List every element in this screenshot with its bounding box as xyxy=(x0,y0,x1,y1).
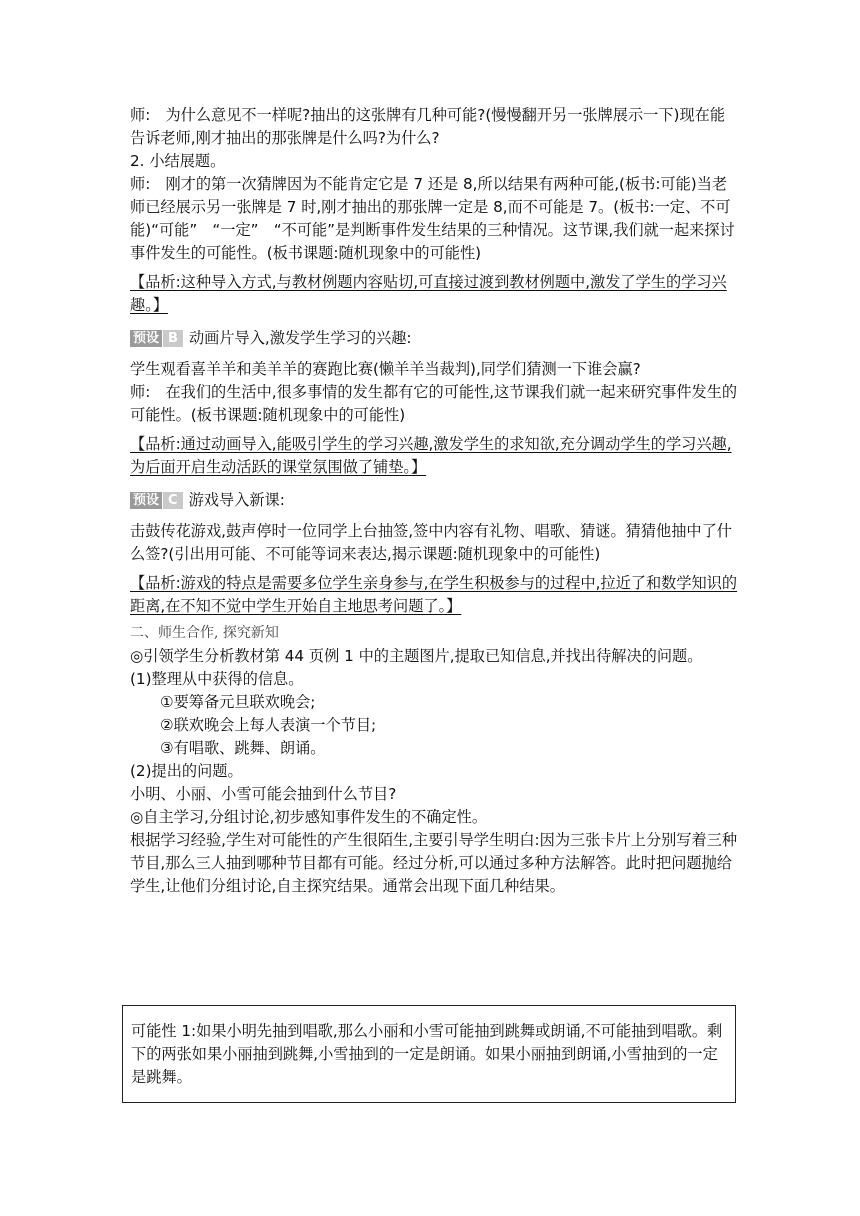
discussion-paragraph: 根据学习经验,学生对可能性的产生很陌生,主要引导学生明白:因为三张卡片上分别写着三种节目,那么三人抽到哪种节目都有可能。经过分析,可以通过多种方法解答。此时把问题抛给学生,让他们分组讨论,自主探究结果。通常会出现下面几种结果。 xyxy=(130,831,738,895)
preset-b-title: 动画片导入,激发学生学习的兴趣: xyxy=(188,329,412,347)
comment-2: 【品析:通过动画导入,能吸引学生的学习兴趣,激发学生的求知欲,充分调动学生的学习兴趣,为后面开启生动活跃的课堂氛围做了铺垫。】 xyxy=(130,435,732,476)
preset-tag-label: 预设 xyxy=(130,330,162,347)
comment-1: 【品析:这种导入方式,与教材例题内容贴切,可直接过渡到教材例题中,激发了学生的学习兴趣。】 xyxy=(130,273,727,314)
animation-paragraph: 学生观看喜羊羊和美羊羊的赛跑比赛(懒羊羊当裁判),同学们猜测一下谁会赢? xyxy=(130,360,641,378)
list-item: ②联欢晚会上每人表演一个节目; xyxy=(160,716,377,734)
possibility-box xyxy=(122,1005,736,1103)
teacher-question-paragraph: 师: 为什么意见不一样呢?抽出的这张牌有几种可能?(慢慢翻开另一张牌展示一下)现在能告诉老师,刚才抽出的那张牌是什么吗?为什么? xyxy=(130,106,726,147)
summary-heading: 2. 小结展题。 xyxy=(130,152,226,170)
preset-tag-label: 预设 xyxy=(130,492,162,509)
teacher-explanation-paragraph: 师: 刚才的第一次猜牌因为不能肯定它是 7 还是 8,所以结果有两种可能,(板书:可能)当老师已经展示另一张牌是 7 时,刚才抽出的那张牌一定是 8,而不可能是 7。(板书:一定、不可能)“可能” “一定” “不可能”是判断事件发生结果的三种情况。这节课,我们就一起来探讨事件发生的可能性。(板书课题:随机现象中的可能性) xyxy=(130,175,735,262)
question-heading: (2)提出的问题。 xyxy=(130,762,243,780)
teacher-intro-paragraph: 师: 在我们的生活中,很多事情的发生都有它的可能性,这节课我们就一起来研究事件发生的可能性。(板书课题:随机现象中的可能性) xyxy=(130,383,738,424)
possibility-1-text: 可能性 1:如果小明先抽到唱歌,那么小丽和小雪可能抽到跳舞或朗诵,不可能抽到唱歌。剩下的两张如果小丽抽到跳舞,小雪抽到的一定是朗诵。如果小丽抽到朗诵,小雪抽到的一定是跳舞。 xyxy=(131,1022,723,1086)
section-heading: 二、师生合作, 探究新知 xyxy=(130,625,279,641)
document-body xyxy=(130,104,740,898)
preset-tag-letter: C xyxy=(163,492,183,509)
preset-c-title: 游戏导入新课: xyxy=(188,491,285,509)
self-study-heading: ◎自主学习,分组讨论,初步感知事件发生的不确定性。 xyxy=(130,808,488,826)
info-heading: (1)整理从中获得的信息。 xyxy=(130,670,304,688)
list-item: ①要筹备元旦联欢晚会; xyxy=(160,693,316,711)
question-text: 小明、小丽、小雪可能会抽到什么节目? xyxy=(130,785,397,803)
preset-tag-letter: B xyxy=(163,330,183,347)
game-paragraph: 击鼓传花游戏,鼓声停时一位同学上台抽签,签中内容有礼物、唱歌、猜谜。猜猜他抽中了什么签?(引出用可能、不可能等词来表达,揭示课题:随机现象中的可能性) xyxy=(130,522,732,563)
guide-paragraph: ◎引领学生分析教材第 44 页例 1 中的主题图片,提取已知信息,并找出待解决的问题。 xyxy=(130,647,703,665)
preset-b-tag xyxy=(130,330,183,347)
preset-c-tag xyxy=(130,492,183,509)
comment-3: 【品析:游戏的特点是需要多位学生亲身参与,在学生积极参与的过程中,拉近了和数学知识的距离,在不知不觉中学生开始自主地思考问题了。】 xyxy=(130,574,738,615)
preset-b-heading xyxy=(130,327,740,350)
preset-c-heading xyxy=(130,489,740,512)
list-item: ③有唱歌、跳舞、朗诵。 xyxy=(160,739,326,757)
